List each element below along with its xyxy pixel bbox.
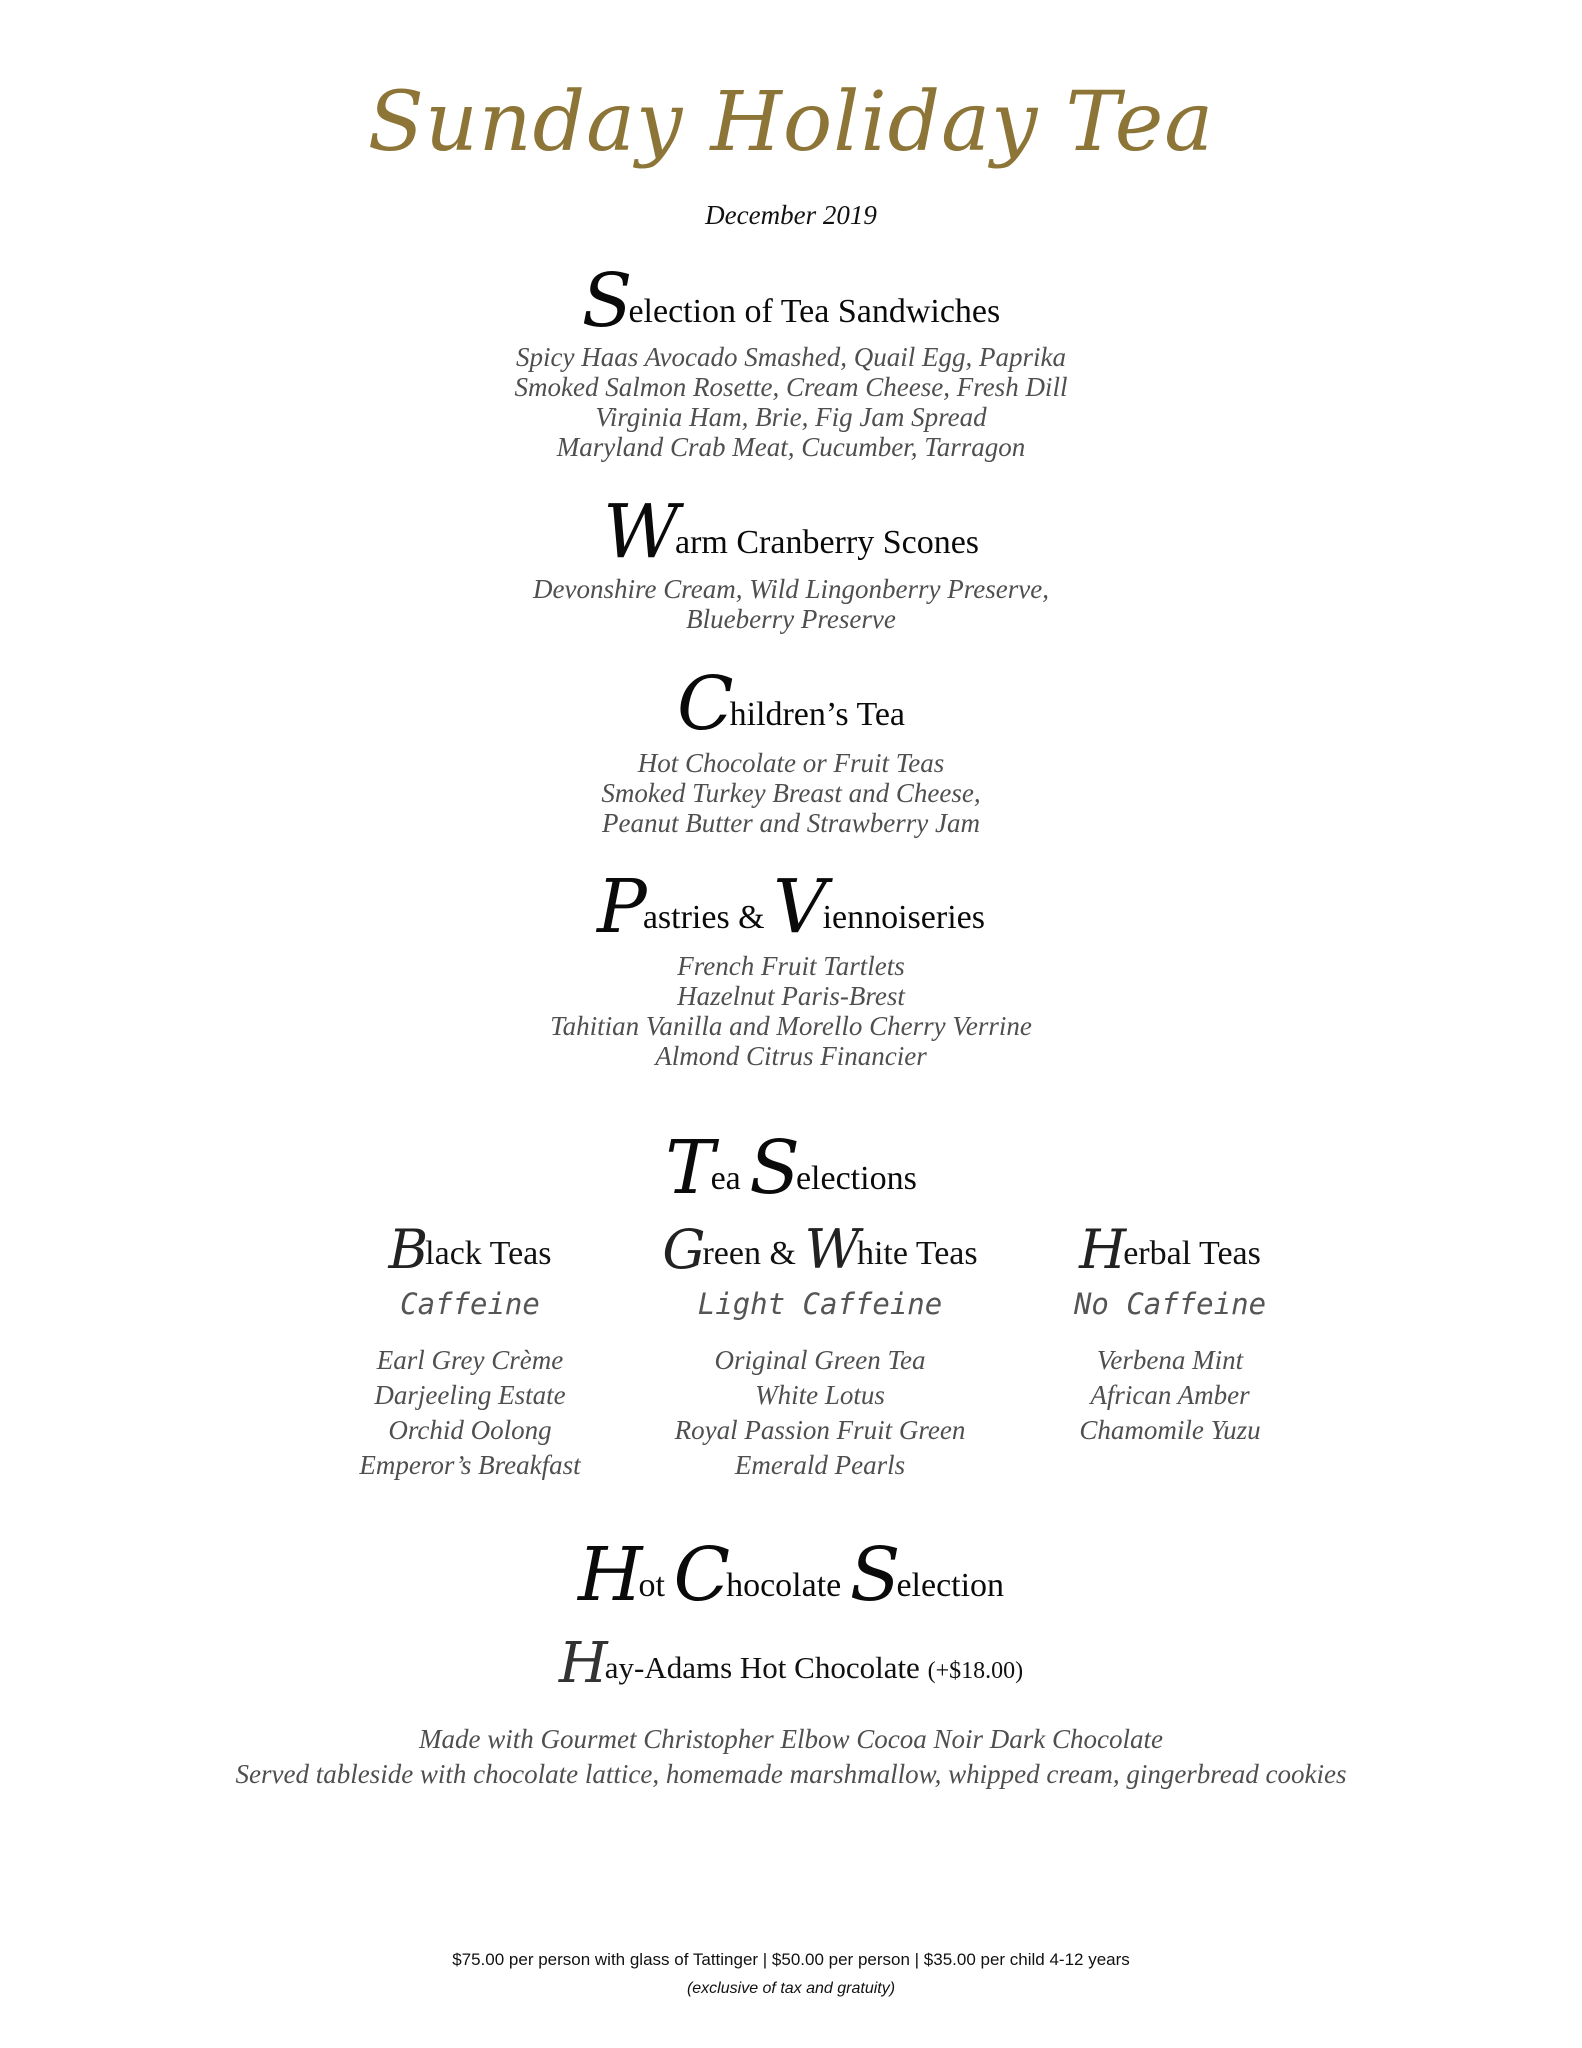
tea-column-title [1020, 1218, 1320, 1281]
heading-initial: W [602, 489, 680, 575]
menu-item: French Fruit Tartlets [677, 951, 905, 981]
tea-item: White Lotus [755, 1380, 885, 1410]
heading-initial: S [749, 1125, 800, 1211]
menu-item: Virginia Ham, Brie, Fig Jam Spread [595, 402, 987, 432]
heading-initial: G [662, 1218, 706, 1281]
menu-date: December 2019 [705, 200, 877, 230]
tea-column-title [630, 1218, 1010, 1281]
tea-list [630, 1343, 1010, 1483]
tea-column-green-white [630, 1218, 1010, 1483]
section-heading-pastries [0, 864, 1582, 950]
heading-text: election of Tea Sandwiches [628, 293, 1001, 330]
tea-item: Original Green Tea [714, 1345, 926, 1375]
tea-column-black [300, 1218, 640, 1483]
section-items-scones [0, 574, 1582, 634]
menu-item: Almond Citrus Financier [655, 1041, 927, 1071]
heading-initial: C [673, 1532, 731, 1618]
tea-item: Earl Grey Crème [376, 1345, 564, 1375]
heading-text: ea [710, 1160, 750, 1197]
heading-text: hildren’s Tea [729, 696, 906, 733]
heading-text: hite Teas [856, 1235, 978, 1272]
menu-item: Spicy Haas Avocado Smashed, Quail Egg, Paprika [516, 342, 1066, 372]
heading-initial: V [773, 864, 827, 950]
section-heading-childrens-tea [0, 661, 1582, 747]
tea-list [300, 1343, 640, 1483]
tea-item: Darjeeling Estate [374, 1380, 566, 1410]
section-heading-scones [0, 489, 1582, 575]
description-line: Made with Gourmet Christopher Elbow Cocoa Noir Dark Chocolate [419, 1724, 1163, 1754]
hot-chocolate-name: ay-Adams Hot Chocolate [604, 1650, 928, 1685]
heading-initial: H [1079, 1218, 1127, 1281]
heading-initial: S [581, 258, 633, 344]
hot-chocolate-price: (+$18.00) [927, 1658, 1024, 1684]
heading-initial: P [597, 864, 647, 950]
menu-item: Hot Chocolate or Fruit Teas [637, 748, 945, 778]
menu-item: Blueberry Preserve [686, 604, 896, 634]
tea-item: African Amber [1090, 1380, 1250, 1410]
section-items-childrens-tea [0, 748, 1582, 838]
caffeine-level: No Caffeine [1073, 1287, 1267, 1321]
heading-initial: S [849, 1532, 901, 1618]
heading-text: elections [795, 1160, 917, 1197]
heading-text: arm Cranberry Scones [675, 524, 980, 561]
menu-item: Tahitian Vanilla and Morello Cherry Verrine [550, 1011, 1032, 1041]
heading-text: astries & [642, 899, 774, 936]
tea-item: Verbena Mint [1096, 1345, 1244, 1375]
caffeine-level: Caffeine [400, 1287, 540, 1321]
heading-initial: C [676, 661, 734, 747]
tea-item: Emperor’s Breakfast [359, 1450, 581, 1480]
menu-item: Maryland Crab Meat, Cucumber, Tarragon [556, 432, 1026, 462]
menu-item: Peanut Butter and Strawberry Jam [602, 808, 980, 838]
section-items-sandwiches [0, 342, 1582, 462]
caffeine-level: Light Caffeine [697, 1287, 943, 1321]
tea-column-title [300, 1218, 640, 1281]
section-items-pastries [0, 951, 1582, 1071]
menu-item: Hazelnut Paris-Brest [677, 981, 905, 1011]
pricing-line: $75.00 per person with glass of Tattinger | $50.00 per person | $35.00 per child 4-12 years [452, 1950, 1130, 1969]
tea-column-herbal [1020, 1218, 1320, 1448]
section-heading-sandwiches [0, 258, 1582, 344]
tea-list [1020, 1343, 1320, 1448]
tea-item: Chamomile Yuzu [1079, 1415, 1261, 1445]
heading-initial: W [804, 1218, 860, 1281]
menu-title: Sunday Holiday Tea [367, 75, 1215, 170]
heading-initial: T [665, 1125, 715, 1211]
menu-item: Smoked Salmon Rosette, Cream Cheese, Fresh Dill [514, 372, 1068, 402]
heading-text: ot [638, 1567, 674, 1604]
heading-text: hocolate [726, 1567, 850, 1604]
description-line: Served tableside with chocolate lattice, homemade marshmallow, whipped cream, gingerbread cookies [235, 1759, 1347, 1789]
hot-chocolate-item [0, 1631, 1582, 1696]
heading-initial: H [558, 1631, 608, 1696]
tea-item: Royal Passion Fruit Green [674, 1415, 966, 1445]
menu-item: Smoked Turkey Breast and Cheese, [601, 778, 981, 808]
heading-text: reen & [702, 1235, 805, 1272]
section-heading-tea-selections [0, 1125, 1582, 1211]
pricing-note: (exclusive of tax and gratuity) [686, 1980, 896, 1997]
section-heading-hot-chocolate [0, 1532, 1582, 1618]
tea-item: Orchid Oolong [388, 1415, 552, 1445]
tea-item: Emerald Pearls [734, 1450, 906, 1480]
heading-initial: B [388, 1218, 429, 1281]
heading-initial: H [577, 1532, 643, 1618]
hot-chocolate-description [0, 1722, 1582, 1792]
heading-text: election [896, 1567, 1005, 1604]
heading-text: lack Teas [425, 1235, 552, 1272]
heading-text: erbal Teas [1123, 1235, 1261, 1272]
menu-item: Devonshire Cream, Wild Lingonberry Preserve, [533, 574, 1049, 604]
heading-text: iennoiseries [822, 899, 985, 936]
